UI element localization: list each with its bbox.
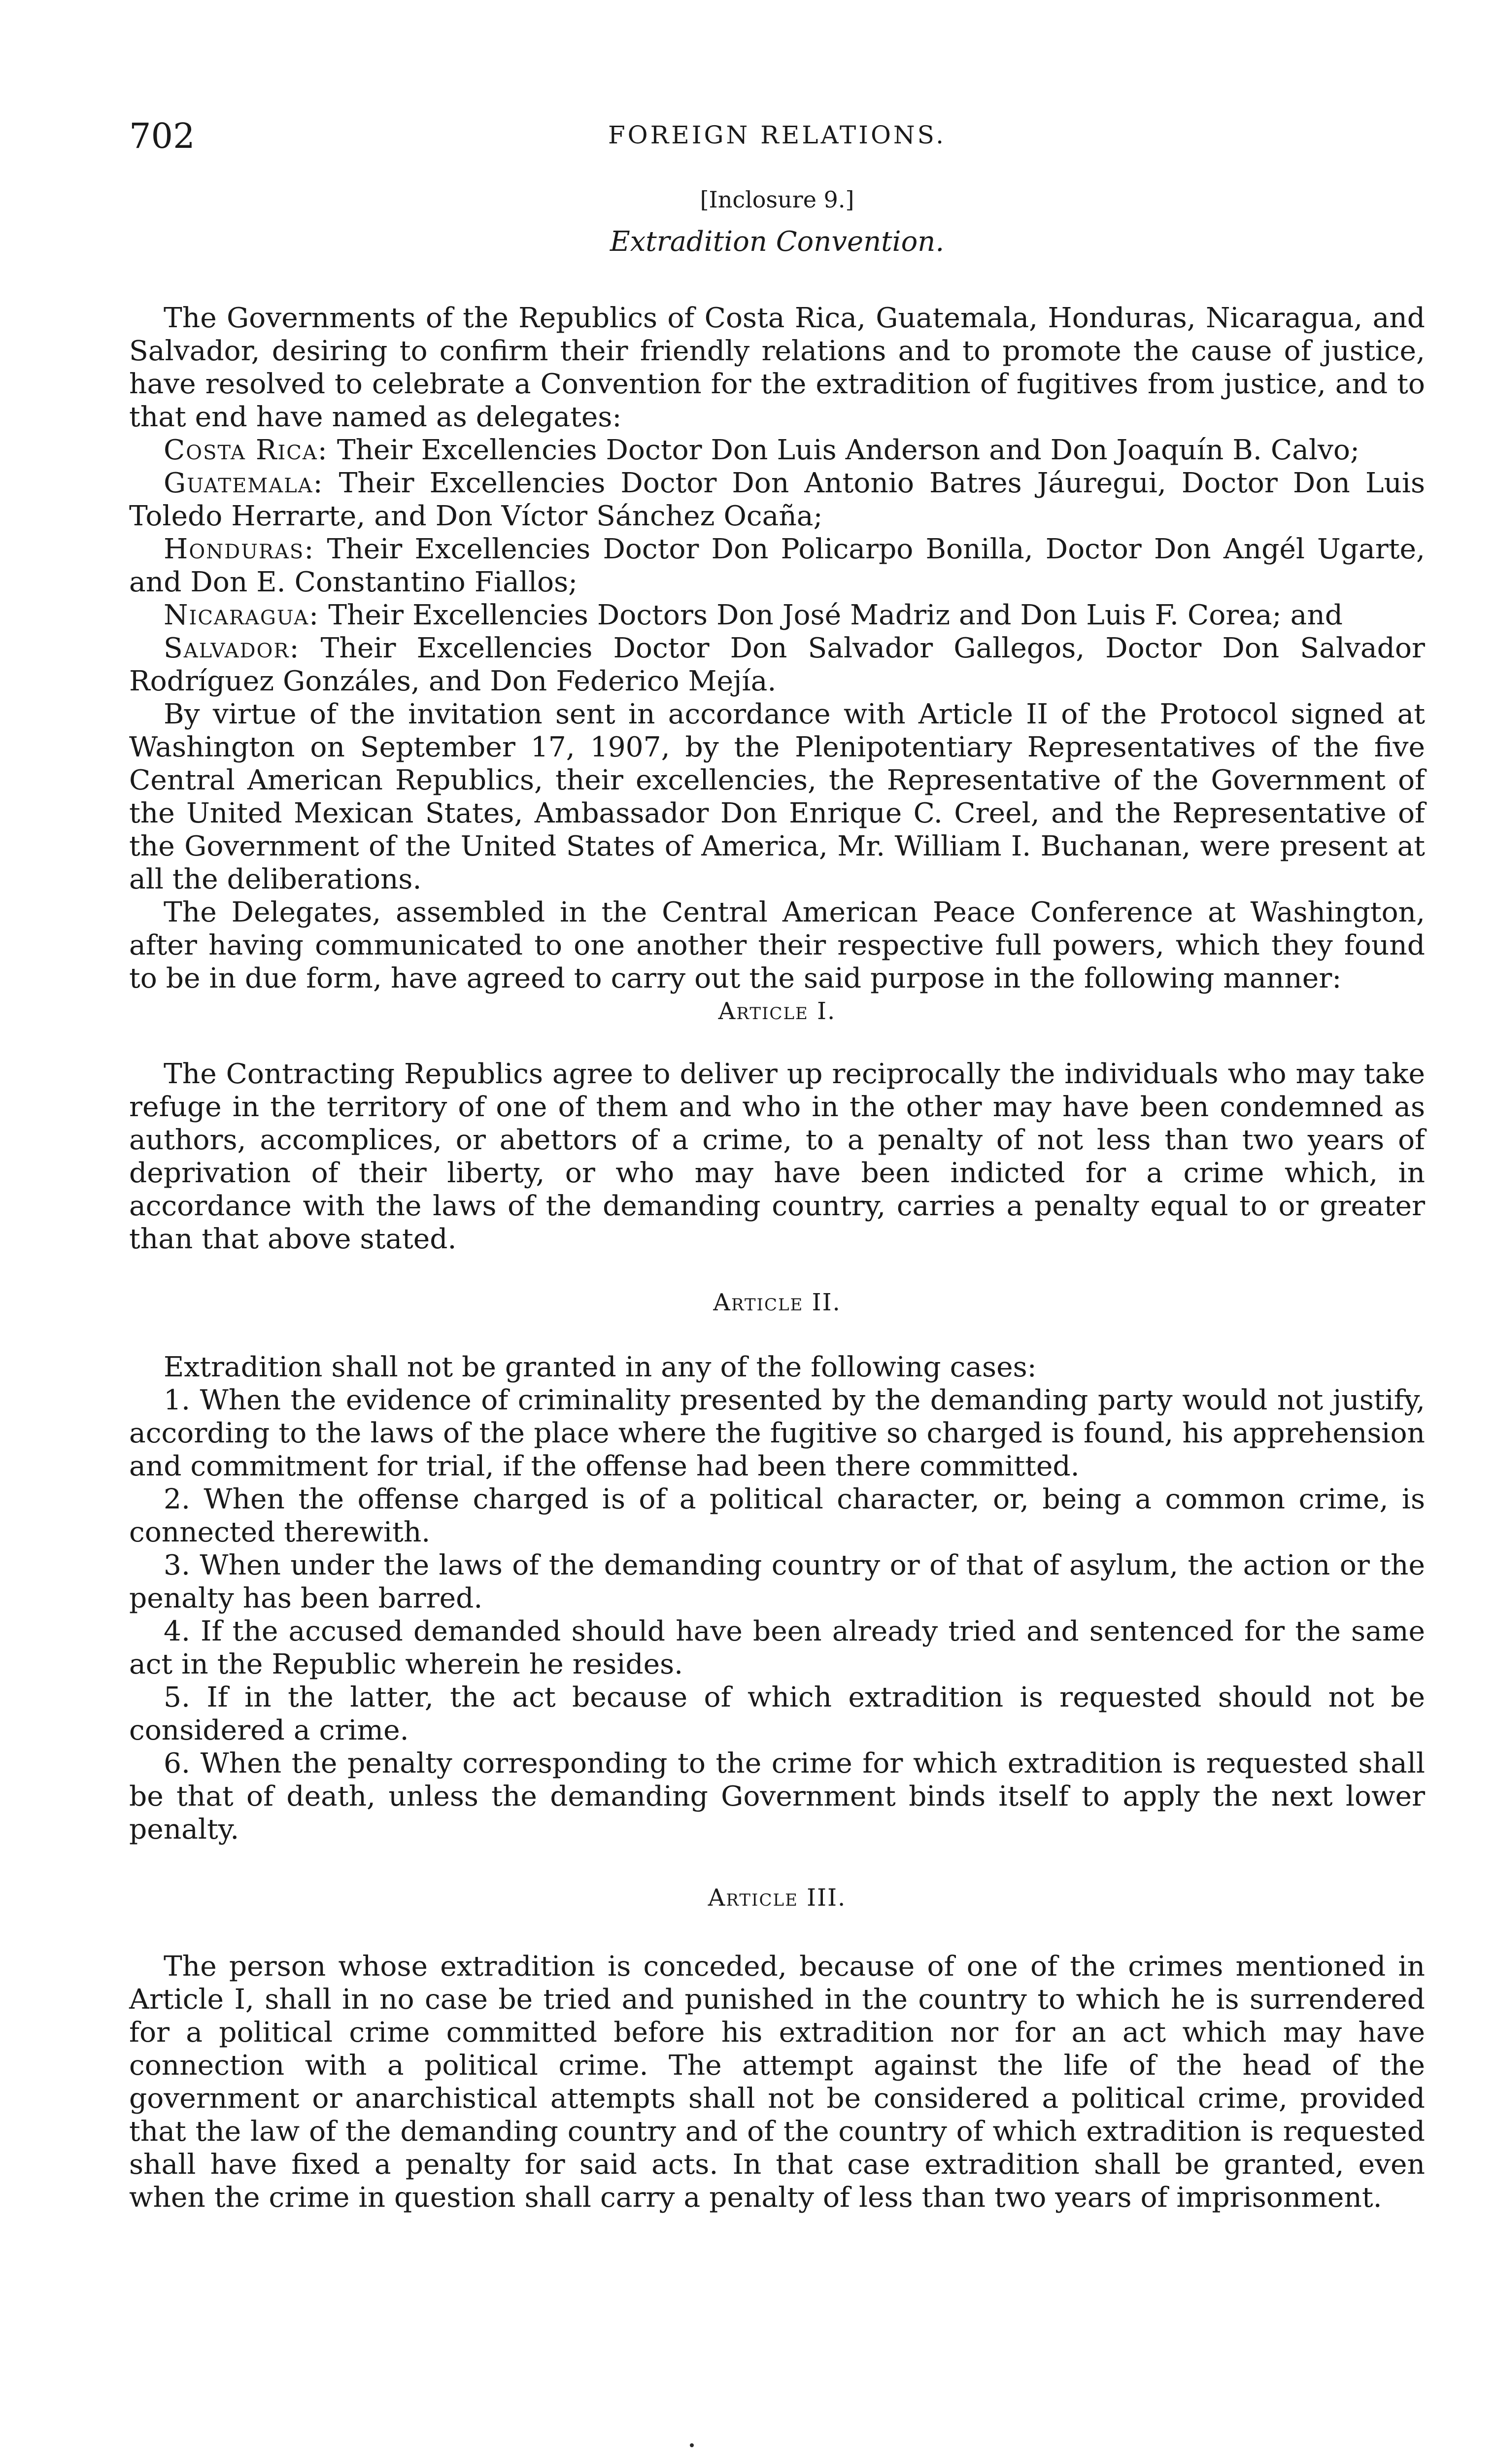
inclosure-label: [Inclosure 9.]	[700, 186, 854, 213]
print-speck	[690, 2443, 694, 2447]
delegate-country: Guatemala:	[164, 467, 324, 499]
protocol-paragraph: By virtue of the invitation sent in accordance with Article II of the Protocol signed at Washington on September 17, 1907, by the Plenipotentiary Representatives of the five Central American Republics, their excellencies, the Representative of the Government of the United Mexican States, Ambassador Don Enrique C. Creel, and the Representative of the Government of the United States of America, Mr. William I. Buchanan, were present at all the deliberations.	[129, 698, 1425, 895]
delegate-names: Their Excellencies Doctor Don Salvador Gallegos, Doctor Don Salvador Rodríguez Gonzáles, and Don Federico Mejía.	[129, 632, 1425, 697]
delegate-country: Costa Rica:	[164, 434, 328, 466]
delegate-country: Salvador:	[164, 632, 300, 664]
delegates-agreement-paragraph: The Delegates, assembled in the Central American Peace Conference at Washington, after having communicated to one another their respective full powers, which they found to be in due form, have agreed to carry out the said purpose in the following manner:	[129, 896, 1425, 994]
article-1-text: The Contracting Republics agree to deliver up reciprocally the individuals who may take refuge in the territory of one of them and who in the other may have been condemned as authors, accomplices, or abettors of a crime, to a penalty of not less than two years of deprivation of their liberty, or who may have been indicted for a crime which, in accordance with the laws of the demanding country, carries a penalty equal to or greater than that above stated.	[129, 1058, 1425, 1255]
article-2-heading: Article II.	[713, 1289, 841, 1316]
article-2-item: 3. When under the laws of the demanding country or of that of asylum, the action or the penalty has been barred.	[129, 1549, 1425, 1614]
article-2-item: 6. When the penalty corresponding to the crime for which extradition is requested shall be that of death, unless the demanding Government binds itself to apply the next lower penalty.	[129, 1747, 1425, 1846]
delegate-names: Their Excellencies Doctor Don Policarpo Bonilla, Doctor Don Angél Ugarte, and Don E. Constantino Fiallos;	[129, 533, 1425, 598]
delegate-entry-costa-rica	[129, 434, 1425, 467]
preamble-paragraph: The Governments of the Republics of Costa Rica, Guatemala, Honduras, Nicaragua, and Salvador, desiring to confirm their friendly relations and to promote the cause of justice, have resolved to celebrate a Convention for the extradition of fugitives from justice, and to that end have named as delegates:	[129, 302, 1425, 433]
article-1-heading: Article I.	[718, 997, 836, 1025]
document-title: Extradition Convention.	[610, 226, 945, 258]
delegate-entry-guatemala	[129, 467, 1425, 533]
body-text	[129, 183, 1425, 2214]
page-number: 702	[129, 116, 195, 156]
delegate-names: Their Excellencies Doctor Don Antonio Batres Jáuregui, Doctor Don Luis Toledo Herrarte, and Don Víctor Sánchez Ocaña;	[129, 467, 1425, 532]
delegate-entry-salvador	[129, 632, 1425, 698]
article-2-intro: Extradition shall not be granted in any of the following cases:	[164, 1351, 1037, 1383]
delegate-names: Their Excellencies Doctors Don José Madriz and Don Luis F. Corea; and	[328, 599, 1343, 631]
running-head: FOREIGN RELATIONS.	[608, 121, 947, 149]
delegate-country: Nicaragua:	[164, 599, 320, 631]
page-header	[129, 116, 1425, 155]
delegate-names: Their Excellencies Doctor Don Luis Anderson and Don Joaquín B. Calvo;	[337, 434, 1360, 466]
article-2-item: 1. When the evidence of criminality presented by the demanding party would not justify, according to the laws of the place where the fugitive so charged is found, his apprehension and commitment for trial, if the offense had been there committed.	[129, 1384, 1425, 1482]
delegate-entry-honduras	[129, 533, 1425, 599]
delegate-country: Honduras:	[164, 533, 315, 565]
article-3-heading: Article III.	[708, 1884, 847, 1912]
article-2-item: 5. If in the latter, the act because of which extradition is requested should not be considered a crime.	[129, 1681, 1425, 1746]
article-3-text: The person whose extradition is conceded, because of one of the crimes mentioned in Article I, shall in no case be tried and punished in the country to which he is surrendered for a political crime committed before his extradition nor for an act which may have connection with a political crime. The attempt against the life of the head of the government or anarchistical attempts shall not be considered a political crime, provided that the law of the demanding country and of the country of which extradition is requested shall have fixed a penalty for said acts. In that case extradition shall be granted, even when the crime in question shall carry a penalty of less than two years of imprisonment.	[129, 1950, 1425, 2214]
article-2-item: 2. When the offense charged is of a political character, or, being a common crime, is connected therewith.	[129, 1483, 1425, 1548]
article-2-item: 4. If the accused demanded should have been already tried and sentenced for the same act in the Republic wherein he resides.	[129, 1615, 1425, 1680]
delegate-entry-nicaragua	[129, 599, 1425, 632]
